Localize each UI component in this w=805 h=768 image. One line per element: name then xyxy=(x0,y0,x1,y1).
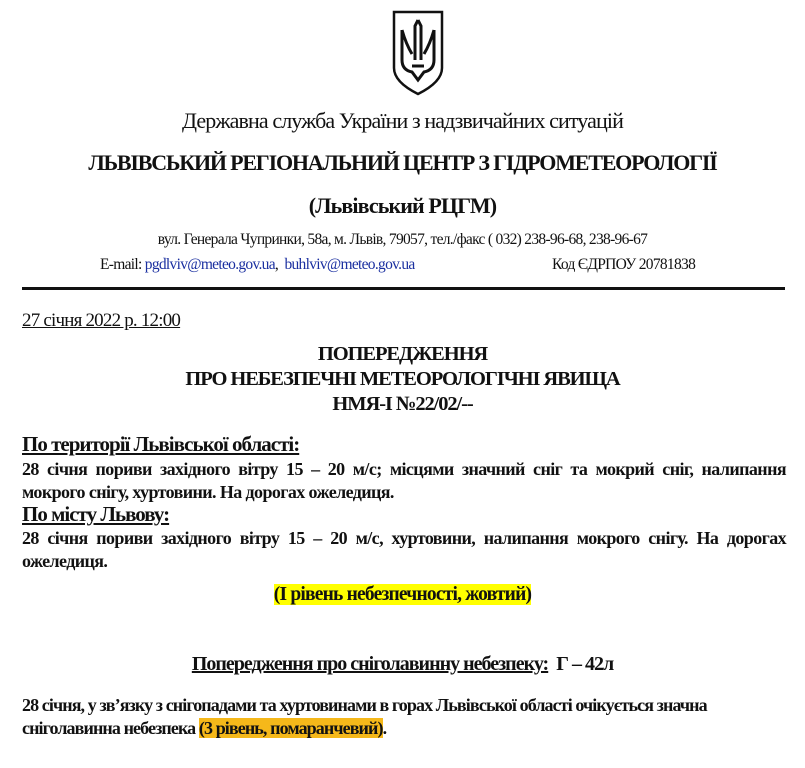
email-label: E-mail: xyxy=(100,256,142,273)
avalanche-heading: Попередження про сніголавинну небезпеку: xyxy=(191,653,549,675)
avalanche-code: Г – 42л xyxy=(556,653,614,675)
email-link-1[interactable]: pgdlviv@meteo.gov.ua xyxy=(144,256,275,273)
email-line: E-mail: pgdlviv@meteo.gov.ua, buhlviv@meteo.gov.ua xyxy=(100,256,415,273)
city-heading: По місту Львову: xyxy=(22,502,170,526)
danger-level-badge: (І рівень небезпечності, жовтий) xyxy=(273,584,532,605)
title-line-1: ПОПЕРЕДЖЕННЯ xyxy=(317,343,488,365)
edrpou-code: Код ЄДРПОУ 20781838 xyxy=(552,256,696,273)
avalanche-text-block xyxy=(22,694,786,739)
city-text: 28 січня пориви західного вітру 15 – 20 м/с, хуртовини, налипання мокрого снігу. На дорогах ожеледиця. xyxy=(22,528,786,571)
address: вул. Генерала Чупринки, 58а, м. Львів, 79057, тел./факс ( 032) 238-96-68, 238-96-67 xyxy=(157,231,648,248)
avalanche-text: 28 січня, у зв’язку з снігопадами та хуртовинами в горах Львівської області очікується значна сніголавинна небезпека xyxy=(22,695,707,738)
avalanche-end: . xyxy=(382,717,387,738)
trident-emblem-icon xyxy=(390,10,446,96)
region-text: 28 січня пориви західного вітру 15 – 20 м/с; місцями значний сніг та мокрий сніг, налипання мокрого снігу, хуртовини. На дорогах ожеледиця. xyxy=(22,459,786,502)
avalanche-level-badge: (3 рівень, помаранчевий) xyxy=(198,717,383,738)
divider xyxy=(22,287,785,290)
email-link-2[interactable]: buhlviv@meteo.gov.ua xyxy=(284,256,415,273)
center-name: ЛЬВІВСЬКИЙ РЕГІОНАЛЬНИЙ ЦЕНТР З ГІДРОМЕТЕОРОЛОГІЇ xyxy=(88,150,717,175)
title-line-3: НМЯ-І №22/02/-- xyxy=(332,393,473,415)
issue-date: 27 січня 2022 р. 12:00 xyxy=(22,310,181,331)
agency-name: Державна служба України з надзвичайних ситуацій xyxy=(182,108,623,133)
title-line-2: ПРО НЕБЕЗПЕЧНІ МЕТЕОРОЛОГІЧНІ ЯВИЩА xyxy=(185,368,620,390)
center-abbr: (Львівський РЦГМ) xyxy=(308,193,497,218)
region-heading: По території Львівської області: xyxy=(22,432,300,456)
